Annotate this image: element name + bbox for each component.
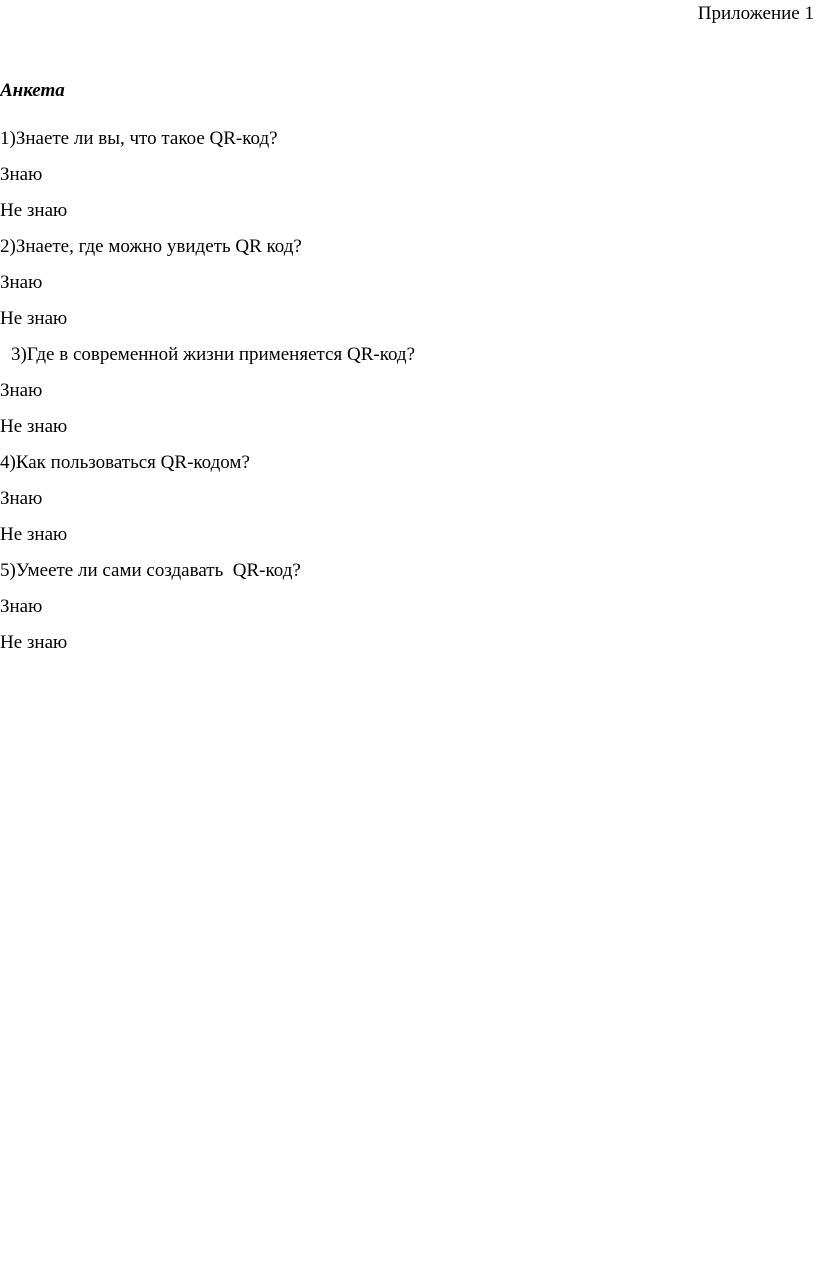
question-3-text: 3)Где в современной жизни применяется QR-код? xyxy=(11,344,416,365)
question-5-option-know: Знаю xyxy=(0,596,43,617)
question-3-option-dont-know: Не знаю xyxy=(0,416,68,437)
question-1-option-know: Знаю xyxy=(0,164,43,185)
question-1-option-dont-know: Не знаю xyxy=(0,200,68,221)
question-2-text: 2)Знаете, где можно увидеть QR код? xyxy=(0,236,302,257)
question-5-option-dont-know: Не знаю xyxy=(0,632,68,653)
appendix-label: Приложение 1 xyxy=(697,3,814,24)
question-4-text: 4)Как пользоваться QR-кодом? xyxy=(0,452,250,473)
question-4-option-dont-know: Не знаю xyxy=(0,524,68,545)
question-4-option-know: Знаю xyxy=(0,488,43,509)
question-2-option-know: Знаю xyxy=(0,272,43,293)
document-title: Анкета xyxy=(0,80,65,101)
question-3-option-know: Знаю xyxy=(0,380,43,401)
question-2-option-dont-know: Не знаю xyxy=(0,308,68,329)
question-5-text: 5)Умеете ли сами создавать QR-код? xyxy=(0,560,301,581)
question-1-text: 1)Знаете ли вы, что такое QR-код? xyxy=(0,128,278,149)
